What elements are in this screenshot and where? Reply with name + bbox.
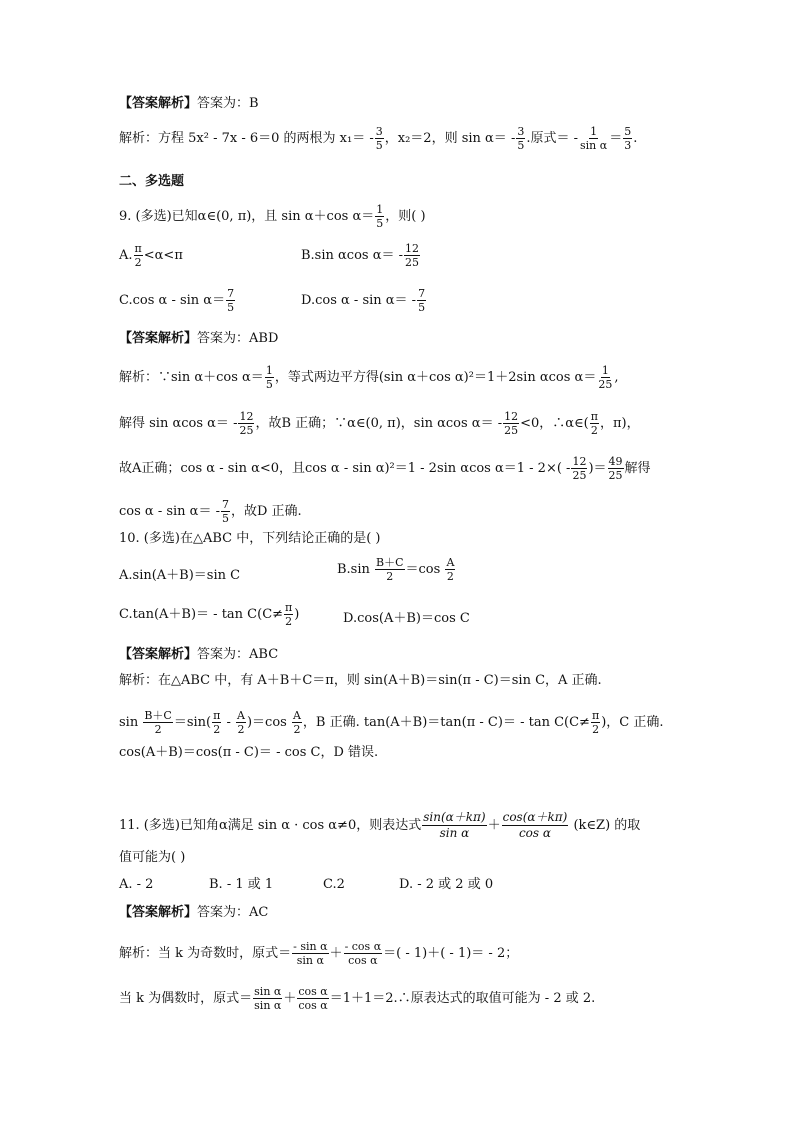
text: 解析：方程 5x² - 7x - 6＝0 的两根为 x₁＝ - xyxy=(119,131,374,146)
option-b: B.sin $\frac{B+C}{2}$ ＝cos $\frac{A}{2}$ xyxy=(337,556,455,583)
text: ，则( ) xyxy=(385,209,426,224)
analysis-q9-l2: 解得 sin αcos α＝ - $\frac{12}{25}$ ，故B 正确；∵α∈(0, π)，sin αcos α＝ - $\frac{12}{25}$ <0，∴α∈( $\frac{\pi}{2}$ ，π)， xyxy=(119,410,640,437)
fraction: $\frac{1}{5}$ xyxy=(376,203,384,230)
analysis-q9-l3: 故A正确；cos α - sin α<0，且cos α - sin α)²＝1 - 2sin αcos α＝1 - 2×( - $\frac{12}{25}$ )＝ $\frac{49}{25}$ 解得 xyxy=(119,455,651,482)
analysis-q8 xyxy=(119,125,637,152)
answer-line-q10 xyxy=(119,647,278,663)
answer-line-q8 xyxy=(119,96,259,112)
text: ，x₂＝2，则 sin α＝ - xyxy=(384,131,516,146)
question-9 xyxy=(119,203,426,230)
option-a: A. $\frac{\pi}{2}$ <α<π xyxy=(119,242,183,269)
analysis-q11-l1: 解析：当 k 为奇数时，原式＝ $\frac{\text{- sin α}}{\text{sin α}}$ ＋ $\frac{\text{- cos α}}{\text{cos α}}$ ＝( - 1)＋( - 1)＝ - 2； xyxy=(119,940,519,967)
fraction: $\frac{3}{5}$ xyxy=(517,125,525,152)
answer-heading: 【答案解析】 xyxy=(119,647,198,662)
text: . xyxy=(633,131,638,146)
option-a: A. - 2 xyxy=(119,877,154,892)
option-c: C.cos α - sin α＝ $\frac{7}{5}$ xyxy=(119,287,235,314)
answer-value: 答案为：ABD xyxy=(197,331,279,346)
option-d: D.cos α - sin α＝ - $\frac{7}{5}$ xyxy=(301,287,426,314)
answer-heading: 【答案解析】 xyxy=(119,905,198,920)
question-11-cont: 值可能为( ) xyxy=(119,850,186,865)
answer-value: 答案为：ABC xyxy=(197,647,279,662)
option-c: C.2 xyxy=(323,877,345,892)
question-10: 10. (多选)在△ABC 中，下列结论正确的是( ) xyxy=(119,531,381,546)
analysis-q9-l4: cos α - sin α＝ - $\frac{7}{5}$ ，故D 正确. xyxy=(119,498,302,525)
answer-heading: 【答案解析】 xyxy=(119,96,198,111)
answer-line-q9 xyxy=(119,331,278,347)
answer-value: 答案为：AC xyxy=(197,905,269,920)
answer-value: 答案为：B xyxy=(197,96,259,111)
text: ＝ xyxy=(609,131,623,146)
section-title: 二、多选题 xyxy=(119,174,185,189)
option-b: B. - 1 或 1 xyxy=(209,877,274,892)
analysis-q9-l1: 解析：∵sin α＋cos α＝ $\frac{1}{5}$ ，等式两边平方得(sin α＋cos α)²＝1＋2sin αcos α＝ $\frac{1}{25}$ , xyxy=(119,364,619,391)
option-c: C.tan(A＋B)＝ - tan C(C≠ $\frac{\pi}{2}$ ) xyxy=(119,601,300,628)
fraction: $\frac{3}{5}$ xyxy=(375,125,383,152)
text: 9. (多选)已知α∈(0, π)，且 sin α＋cos α＝ xyxy=(119,209,375,224)
analysis-q10-l3: cos(A＋B)＝cos(π - C)＝ - cos C，D 错误. xyxy=(119,745,379,760)
fraction: $\frac{1}{\text{sin α}}$ xyxy=(580,125,608,152)
analysis-q10-l2: sin $\frac{B+C}{2}$ ＝sin( $\frac{\pi}{2}$ - $\frac{A}{2}$ )＝cos $\frac{A}{2}$ ，B 正确. tan(A＋B)＝tan(π - C)＝ - tan C(C≠ $\frac{\pi}{2}$ )，C 正确. xyxy=(119,709,664,736)
analysis-q10-l1: 解析：在△ABC 中，有 A＋B＋C＝π，则 sin(A＋B)＝sin(π - C)＝sin C，A 正确. xyxy=(119,673,602,688)
answer-heading: 【答案解析】 xyxy=(119,331,198,346)
option-b: B.sin αcos α＝ - $\frac{12}{25}$ xyxy=(301,242,420,269)
text: .原式＝ - xyxy=(526,131,579,146)
option-d: D.cos(A＋B)＝cos C xyxy=(343,611,470,626)
answer-line-q11 xyxy=(119,905,268,921)
question-11: 11. (多选)已知角α满足 sin α · cos α≠0，则表达式 $\frac{\sin(\alpha+k\pi)}{\text{sin α}}$ ＋ $\frac{\cos(\alpha+k\pi)}{\text{cos α}}$ (k∈Z) 的取 xyxy=(119,810,641,840)
analysis-q11-l2: 当 k 为偶数时，原式＝ $\frac{\text{sin α}}{\text{sin α}}$ ＋ $\frac{\text{cos α}}{\text{cos α}}$ ＝1＋1＝2.∴原表达式的取值可能为 - 2 或 2. xyxy=(119,985,596,1012)
option-d: D. - 2 或 2 或 0 xyxy=(399,877,494,892)
option-a: A.sin(A＋B)＝sin C xyxy=(119,568,241,583)
fraction: $\frac{5}{3}$ xyxy=(624,125,632,152)
